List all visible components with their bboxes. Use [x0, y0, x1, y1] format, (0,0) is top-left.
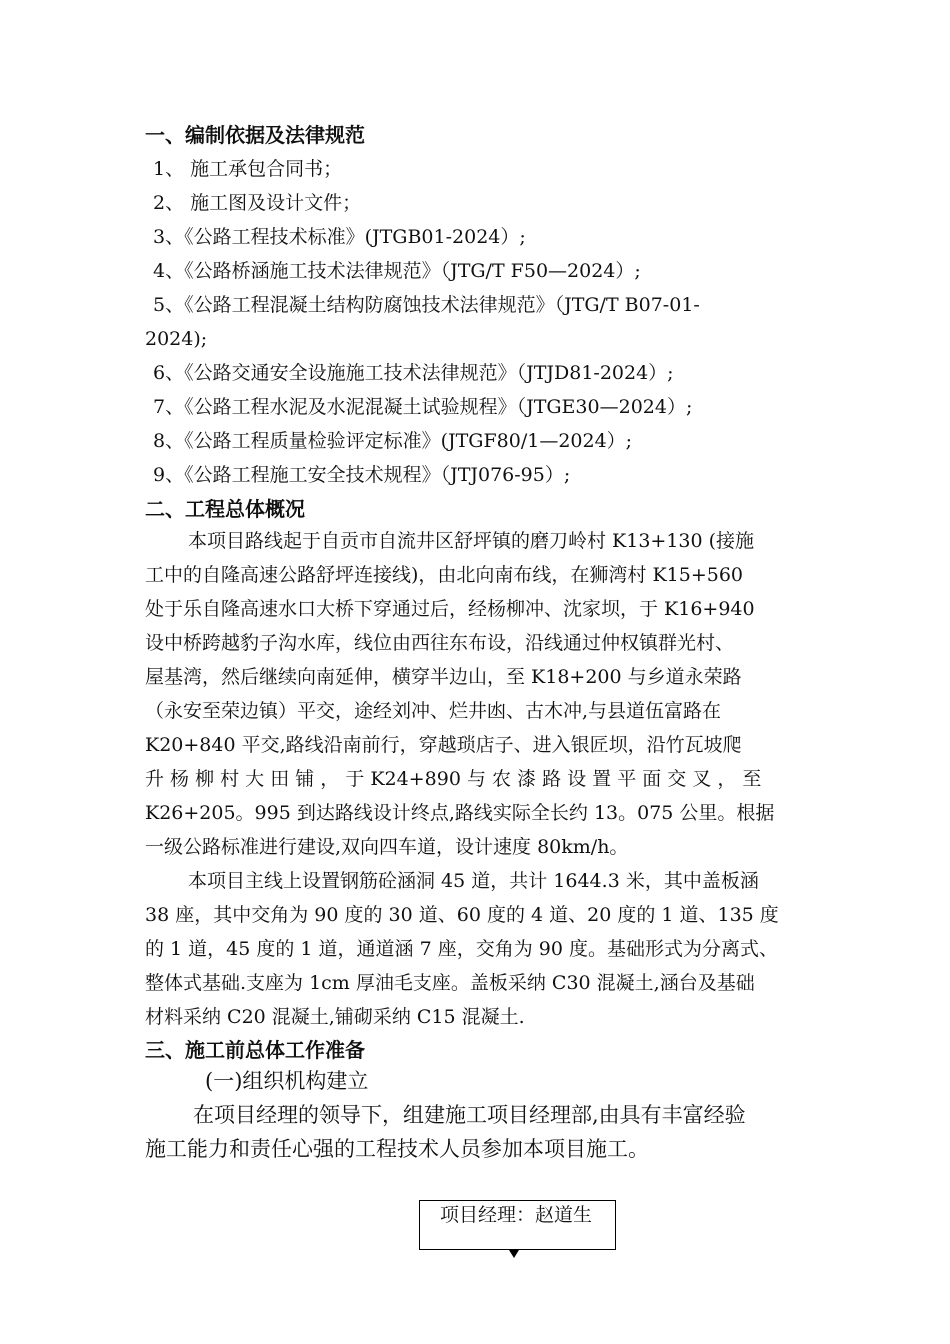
basis-item-8: 8、《公路工程质量检验评定标准》(JTGF80/1—2024）; — [153, 430, 633, 452]
org-line: 施工能力和责任心强的工程技术人员参加本项目施工。 — [145, 1137, 649, 1161]
culvert-line: 材料采纳 C20 混凝土,铺砌采纳 C15 混凝土. — [145, 1006, 525, 1028]
overview-line: （永安至荣边镇）平交，途经刘冲、烂井凼、古木冲,与县道伍富路在 — [145, 700, 722, 722]
culvert-line: 整体式基础.支座为 1cm 厚油毛支座。盖板采纳 C30 混凝土,涵台及基础 — [145, 972, 755, 994]
subheading-org: (一)组织机构建立 — [205, 1069, 369, 1093]
basis-item-5-cont: 2024); — [145, 328, 208, 350]
section-heading-3: 三、施工前总体工作准备 — [145, 1038, 365, 1062]
culvert-line: 本项目主线上设置钢筋砼涵洞 45 道，共计 1644.3 米，其中盖板涵 — [188, 870, 759, 892]
overview-line: 设中桥跨越豹子沟水库，线位由西往东布设，沿线通过仲权镇群光村、 — [145, 632, 735, 654]
basis-item-3: 3、《公路工程技术标准》(JTGB01-2024）; — [153, 226, 526, 248]
org-line: 在项目经理的领导下，组建施工项目经理部,由具有丰富经验 — [193, 1103, 746, 1127]
overview-line: K26+205。995 到达路线设计终点,路线实际全长约 13。075 公里。根据 — [145, 802, 775, 824]
basis-item-1: 1、 施工承包合同书； — [153, 158, 343, 180]
overview-line: 本项目路线起于自贡市自流井区舒坪镇的磨刀岭村 K13+130 (接施 — [188, 530, 755, 552]
basis-item-2: 2、 施工图及设计文件； — [153, 192, 362, 214]
overview-line: 升 杨 柳 村 大 田 铺 ， 于 K24+890 与 农 漆 路 设 置 平 面 交 叉 ， 至 — [145, 768, 762, 790]
basis-item-5: 5、《公路工程混凝土结构防腐蚀技术法律规范》（JTG/T B07-01- — [153, 294, 700, 316]
overview-line: 一级公路标准进行建设,双向四车道，设计速度 80km/h。 — [145, 836, 629, 858]
section-heading-1: 一、编制依据及法律规范 — [145, 123, 365, 147]
basis-item-4: 4、《公路桥涵施工技术法律规范》（JTG/T F50—2024）; — [153, 260, 641, 282]
overview-line: 处于乐自隆高速水口大桥下穿通过后，经杨柳冲、沈家坝，于 K16+940 — [145, 598, 755, 620]
culvert-line: 38 座，其中交角为 90 度的 30 道、60 度的 4 道、20 度的 1 道、135 度 — [145, 904, 779, 926]
overview-line: 屋基湾，然后继续向南延伸，横穿半边山，至 K18+200 与乡道永荣路 — [145, 666, 742, 688]
org-chart-box-label: 项目经理：赵道生 — [440, 1204, 593, 1226]
overview-line: 工中的自隆高速公路舒坪连接线)，由北向南布线，在狮湾村 K15+560 — [145, 564, 744, 586]
org-chart-arrow — [509, 1250, 519, 1258]
basis-item-7: 7、《公路工程水泥及水泥混凝土试验规程》（JTGE30—2024）; — [153, 396, 693, 418]
section-heading-2: 二、工程总体概况 — [145, 497, 305, 521]
basis-item-9: 9、《公路工程施工安全技术规程》（JTJ076-95）; — [153, 464, 571, 486]
overview-line: K20+840 平交,路线沿南前行，穿越琐店子、进入银匠坝，沿竹瓦坡爬 — [145, 734, 742, 756]
culvert-line: 的 1 道，45 度的 1 道，通道涵 7 座，交角为 90 度。基础形式为分离式、 — [145, 938, 778, 960]
basis-item-6: 6、《公路交通安全设施施工技术法律规范》（JTJD81-2024）; — [153, 362, 674, 384]
